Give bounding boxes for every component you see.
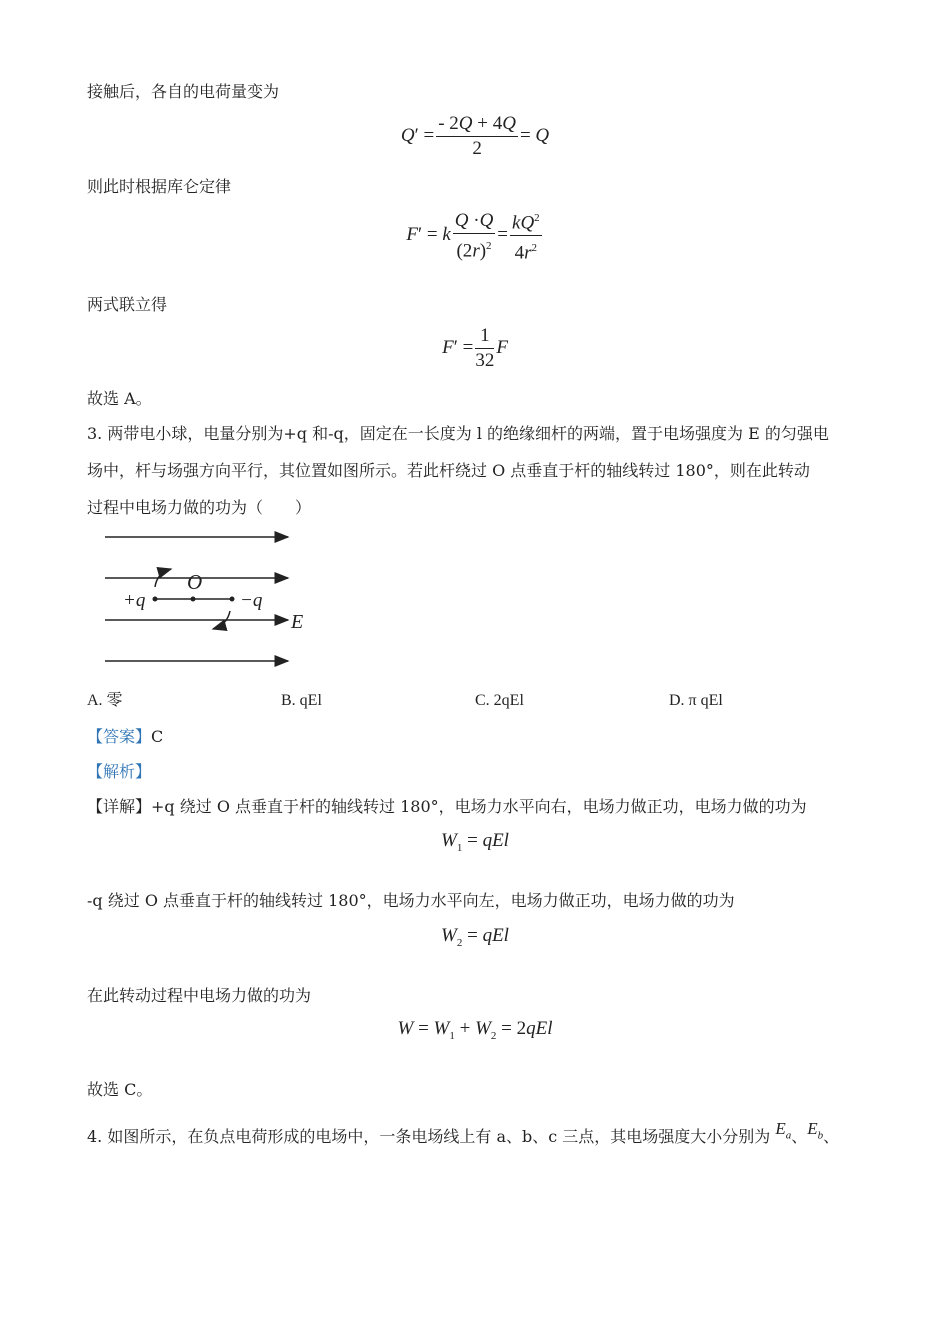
text-line: 故选 A。 xyxy=(87,389,152,408)
question-3-line-3: 过程中电场力做的功为（ ） xyxy=(87,498,312,517)
detail-text-1: +q 绕过 O 点垂直于杆的轴线转过 180°，电场力水平向右，电场力做正功，电场力做的功为 xyxy=(151,797,807,816)
answer-tag: 【答案】 xyxy=(87,727,152,746)
answer-value: C xyxy=(151,727,164,746)
symbol-eb: $E_b$ xyxy=(807,1119,824,1142)
label-O: O xyxy=(187,570,203,594)
text-line: 两式联立得 xyxy=(87,295,168,314)
question-3-line-2: 场中，杆与场强方向平行，其位置如图所示。若此杆绕过 O 点垂直于杆的轴线转过 180°，则在此转动 xyxy=(87,461,810,480)
pivot-point xyxy=(191,597,196,602)
question-4-line-1 xyxy=(87,1119,840,1153)
label-plus-q: +q xyxy=(123,590,146,611)
detail-line-3: 在此转动过程中电场力做的功为 xyxy=(87,986,312,1005)
separator: 、 xyxy=(823,1127,840,1146)
question-3-line-1: 3. 两带电小球，电量分别为+q 和-q，固定在一长度为 l 的绝缘细杆的两端，置于电场强度为 E 的匀强电 xyxy=(87,424,829,443)
symbol-ea: $E_a$ xyxy=(775,1119,792,1142)
equation-coulomb: F′ = k $\frac{Q \cdot Q}{(2r)^2}$ = $\frac{kQ^2}{4r^2}$ xyxy=(0,206,950,266)
equation-charge: Q′ = $\frac{- 2Q + 4Q}{2}$ = Q xyxy=(400,113,550,159)
text-line: 接触后，各自的电荷量变为 xyxy=(87,82,280,101)
equation-w1: $W_1$ = qEl xyxy=(441,830,509,854)
label-E: E xyxy=(291,611,304,633)
plus-charge xyxy=(153,597,158,602)
option-a[interactable]: A. 零 xyxy=(87,692,123,709)
label-minus-q: −q xyxy=(240,590,263,611)
final-answer: 故选 C。 xyxy=(87,1080,153,1099)
minus-charge xyxy=(230,597,235,602)
option-d[interactable]: D. π qEl xyxy=(669,692,723,709)
separator: 、 xyxy=(791,1127,808,1146)
detail-line-1 xyxy=(87,797,807,817)
option-c[interactable]: C. 2qEl xyxy=(475,692,524,709)
option-b[interactable]: B. qEl xyxy=(281,692,322,709)
equation-w2: $W_2$ = qEl xyxy=(441,925,509,949)
text-line: 则此时根据库仑定律 xyxy=(87,177,232,196)
analysis-tag: 【解析】 xyxy=(87,762,152,781)
electric-field-figure xyxy=(95,527,335,677)
detail-tag: 【详解】 xyxy=(87,797,152,816)
equation-total: $W = W_1 + W_2 = 2qEl$ xyxy=(397,1018,553,1042)
question-4-text: 4. 如图所示，在负点电荷形成的电场中，一条电场线上有 a、b、c 三点，其电场强度大小分别为 xyxy=(87,1127,771,1146)
answer-row xyxy=(87,727,163,747)
equation-result: F′ = $\frac{1}{32}$ F xyxy=(442,325,508,371)
detail-line-2: -q 绕过 O 点垂直于杆的轴线转过 180°，电场力水平向左，电场力做正功，电场力做的功为 xyxy=(87,891,735,910)
